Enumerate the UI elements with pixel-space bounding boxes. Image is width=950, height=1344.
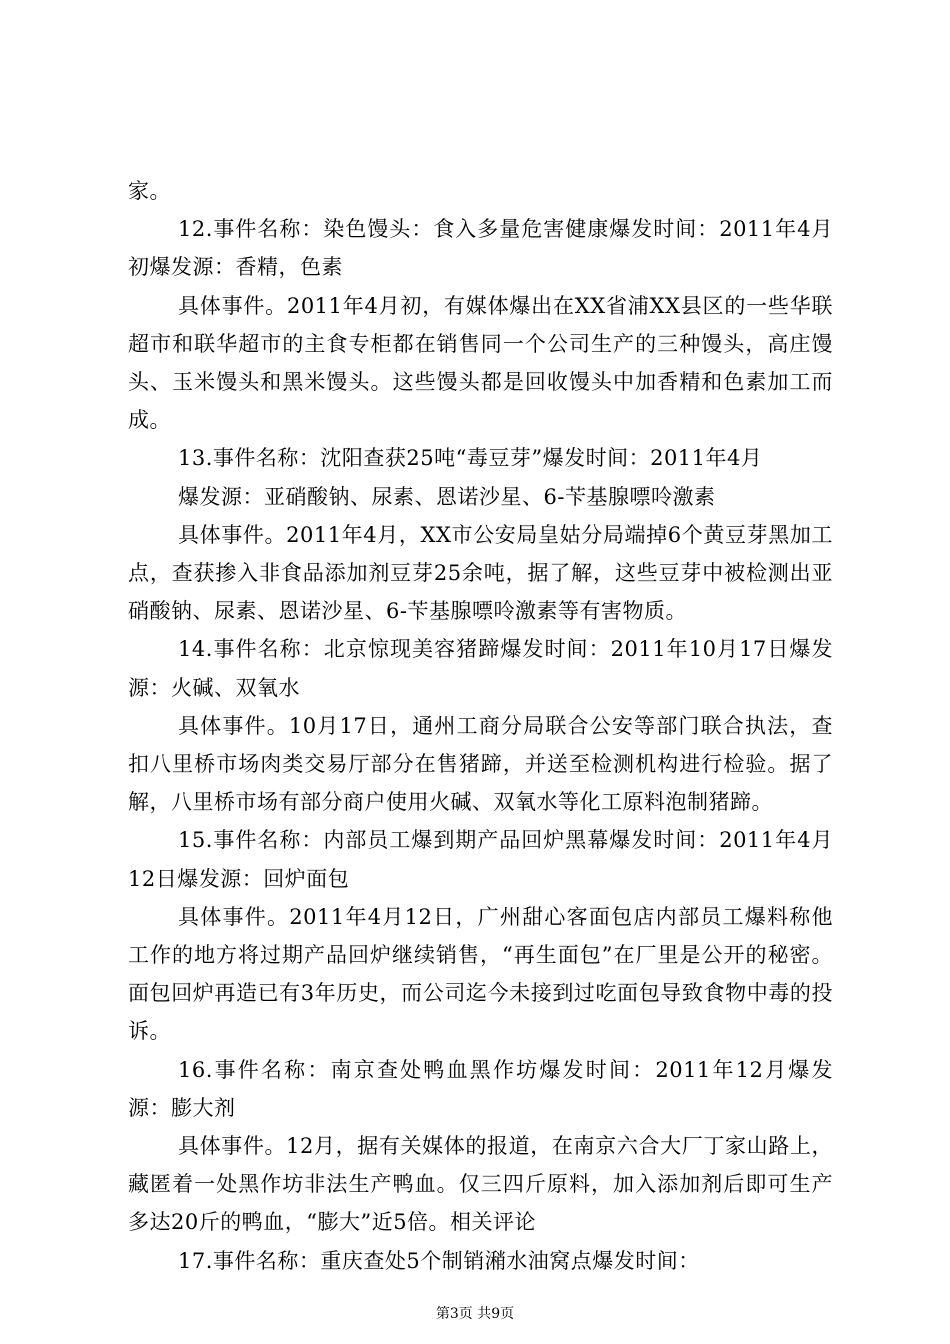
page-footer [0,1305,950,1323]
event-15-heading: 15.事件名称：内部员工爆到期产品回炉黑幕爆发时间：2011年4月12日爆发源：回炉面包 [128,828,833,891]
event-12-details: 具体事件。2011年4月初，有媒体爆出在XX省浦XX县区的一些华联超市和联华超市的主食专柜都在销售同一个公司生产的三种馒头，高庄馒头、玉米馒头和黑米馒头。这些馒头都是回收馒头中加香精和色素加工而成。 [128,293,833,433]
event-13-details: 具体事件。2011年4月，XX市公安局皇姑分局端掉6个黄豆芽黑加工点，查获掺入非食品添加剂豆芽25余吨，据了解，这些豆芽中被检测出亚硝酸钠、尿素、恩诺沙星、6-苄基腺嘌呤激素等有害物质。 [128,522,833,624]
document-body [128,172,833,1280]
event-17-heading: 17.事件名称：重庆查处5个制销潲水油窝点爆发时间： [178,1248,700,1273]
event-14-heading: 14.事件名称：北京惊现美容猪蹄爆发时间：2011年10月17日爆发源：火碱、双氧水 [128,637,833,700]
event-12-heading: 12.事件名称：染色馒头：食入多量危害健康爆发时间：2011年4月初爆发源：香精，色素 [128,217,833,280]
paragraph: 家。 [128,179,171,203]
event-16-details: 具体事件。12月，据有关媒体的报道，在南京六合大厂丁家山路上，藏匿着一处黑作坊非法生产鸭血。仅三四斤原料，加入添加剂后即可生产多达20斤的鸭血，“膨大”近5倍。相关评论 [128,1134,833,1235]
event-13-source: 爆发源：亚硝酸钠、尿素、恩诺沙星、6-苄基腺嘌呤激素 [178,484,716,509]
event-16-heading: 16.事件名称：南京查处鸭血黑作坊爆发时间：2011年12月爆发源：膨大剂 [128,1057,833,1120]
event-15-details: 具体事件。2011年4月12日，广州甜心客面包店内部员工爆料称他工作的地方将过期产品回炉继续销售，“再生面包”在厂里是公开的秘密。面包回炉再造已有3年历史，而公司迄今未接到过吃面包导致食物中毒的投诉。 [128,904,833,1044]
page-number-label: 第3页 共9页 [435,1306,515,1322]
event-14-details: 具体事件。10月17日，通州工商分局联合公安等部门联合执法，查扣八里桥市场肉类交易厅部分在售猪蹄，并送至检测机构进行检验。据了解，八里桥市场有部分商户使用火碱、双氧水等化工原料泡制猪蹄。 [128,713,833,815]
event-13-heading: 13.事件名称：沈阳查获25吨“毒豆芽”爆发时间：2011年4月 [178,446,763,471]
